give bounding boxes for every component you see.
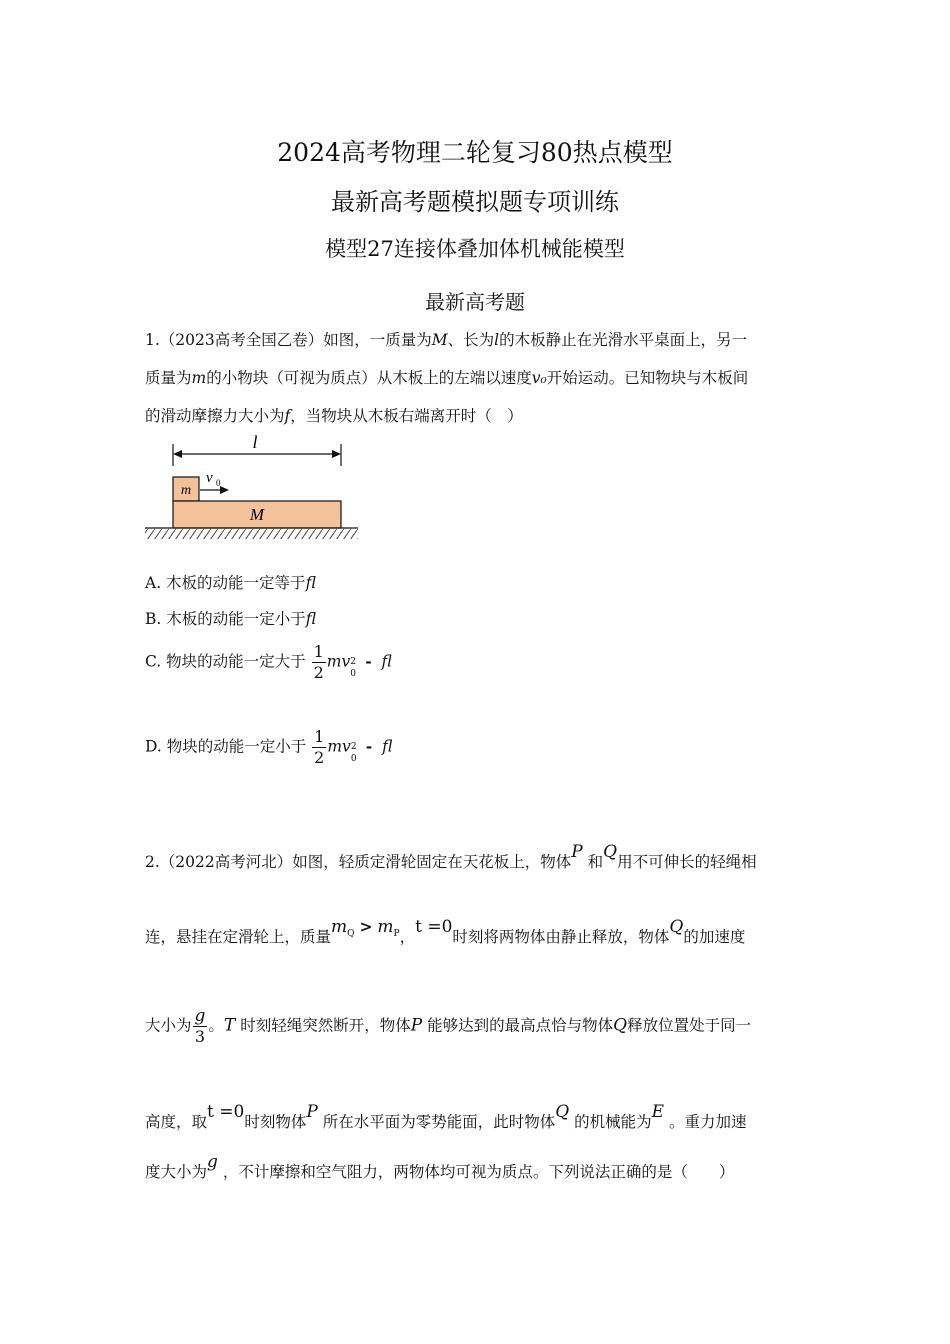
q2-line-5: 度大小为g ，不计摩擦和空气阻力，两物体均可视为质点。下列说法正确的是（ ） [145,1152,735,1181]
q1-figure [140,430,365,545]
q1-line-3: 的滑动摩擦力大小为f，当物块从木板右端离开时（ ） [145,407,523,425]
q1-option-d: D. 物块的动能一定小于 $\frac{1}{2}$ mv 2 0 - fl [145,727,393,767]
q1-line-1: 1.（2023高考全国乙卷）如图，一质量为M、长为l的木板静止在光滑水平桌面上，另一 [145,331,748,349]
dim-arrow-left [173,450,182,458]
subtitle: 最新高考题模拟题专项训练 [331,188,619,216]
velocity-arrow-head [220,486,229,494]
q1-option-c: C. 物块的动能一定大于 $\frac{1}{2}$ mv 2 0 - fl [145,642,392,682]
ground-hatch [145,529,358,539]
q2-line-1: 2.（2022高考河北）如图，轻质定滑轮固定在天花板上，物体P 和Q用不可伸长的轻绳相 [145,842,757,871]
q1-option-a: A. 木板的动能一定等于fl [145,574,316,592]
board-label: M [249,505,265,524]
fraction-half: $\frac{1}{2}$ [313,642,324,682]
section-heading: 最新高考题 [425,290,525,314]
q2-line-2: 连，悬挂在定滑轮上，质量$m_Q > m_P$，t =0时刻将两物体由静止释放，物体Q的加速度 [145,917,746,946]
block-label: m [180,483,192,498]
velocity-label: v [206,470,213,486]
main-title: 2024高考物理二轮复习80热点模型 [277,138,673,167]
fraction-g-over-3: $\frac{g}{3}$ [194,1006,206,1046]
q1-line-2: 质量为m的小物块（可视为质点）从木板上的左端以速度v₀开始运动。已知物块与木板间 [145,369,749,387]
fraction-half: $\frac{1}{2}$ [314,727,325,767]
length-label: l [252,432,258,452]
dim-arrow-right [332,450,341,458]
model-title: 模型27连接体叠加体机械能模型 [325,237,625,261]
q1-option-b: B. 木板的动能一定小于fl [145,610,317,628]
q2-line-3: 大小为 $\frac{g}{3}$ 。T 时刻轻绳突然断开，物体P 能够达到的最高点恰与物体Q释放位置处于同一 [145,1006,752,1046]
velocity-subscript: 0 [216,478,221,488]
q2-line-4: 高度，取t =0时刻物体P 所在水平面为零势能面，此时物体Q 的机械能为E 。重力加速 [145,1102,747,1131]
